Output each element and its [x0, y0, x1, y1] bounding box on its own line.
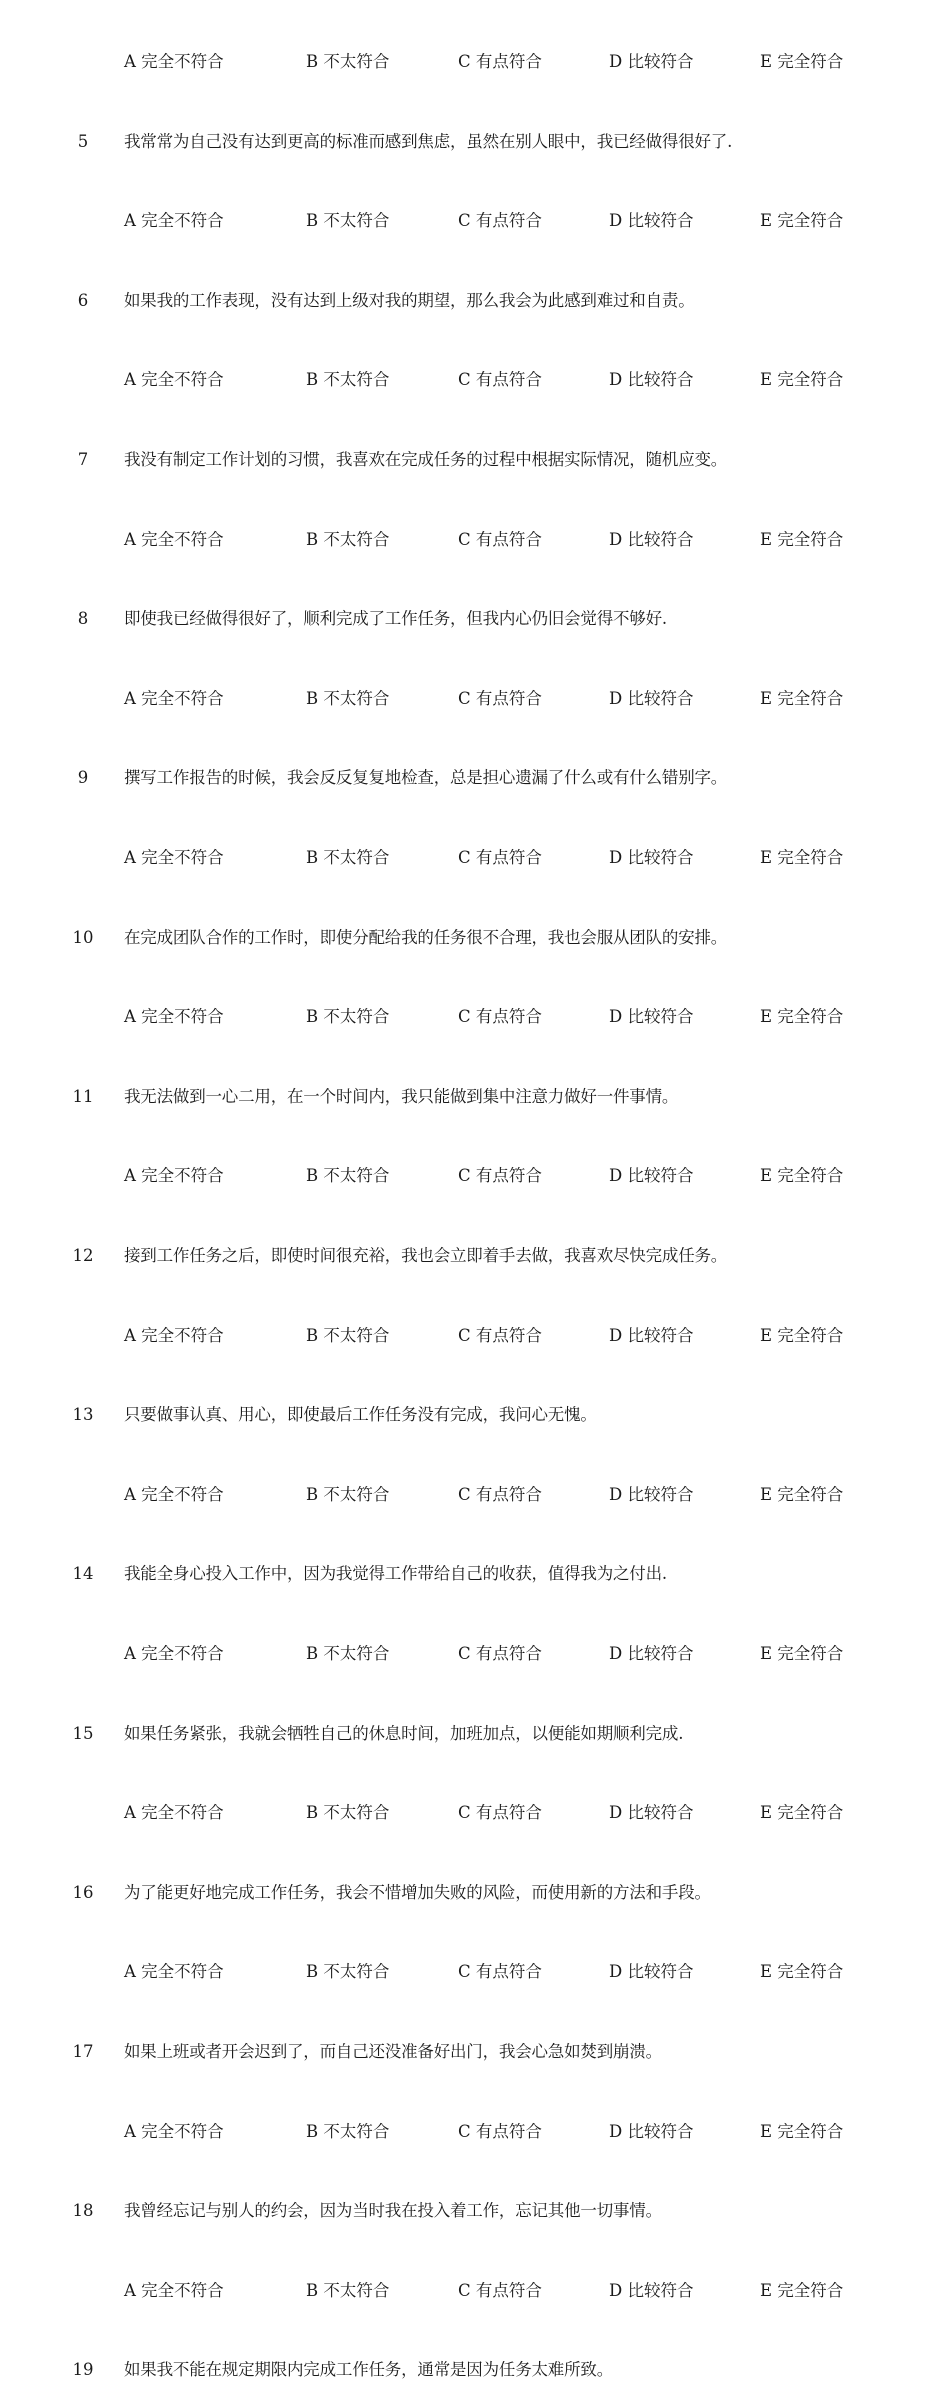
option-b[interactable]: B 不太符合: [306, 211, 390, 231]
option-d[interactable]: D 比较符合: [609, 1325, 694, 1345]
question-number: 18: [72, 2201, 94, 2221]
option-a[interactable]: A 完全不符合: [124, 2280, 224, 2300]
option-a[interactable]: A 完全不符合: [124, 1166, 224, 1186]
option-c[interactable]: C 有点符合: [458, 2121, 542, 2141]
option-b[interactable]: B 不太符合: [306, 2280, 390, 2300]
option-d[interactable]: D 比较符合: [609, 1803, 694, 1823]
option-d[interactable]: D 比较符合: [609, 370, 694, 390]
question-number: 14: [72, 1564, 94, 1584]
option-c[interactable]: C 有点符合: [458, 1325, 542, 1345]
option-e[interactable]: E 完全符合: [760, 1962, 844, 1982]
option-b[interactable]: B 不太符合: [306, 1962, 390, 1982]
question-text: 在完成团队合作的工作时，即使分配给我的任务很不合理，我也会服从团队的安排。: [124, 927, 728, 947]
option-a[interactable]: A 完全不符合: [124, 848, 224, 867]
option-b[interactable]: B 不太符合: [306, 1644, 390, 1663]
option-b[interactable]: B 不太符合: [306, 848, 390, 867]
question-number: 8: [77, 609, 89, 629]
option-a[interactable]: A 完全不符合: [124, 52, 224, 71]
question-text: 我曾经忘记与别人的约会，因为当时我在投入着工作，忘记其他一切事情。: [124, 2201, 662, 2221]
question-number: 17: [72, 2042, 94, 2061]
question-text: 即使我已经做得很好了，顺利完成了工作任务，但我内心仍旧会觉得不够好.: [124, 609, 667, 629]
option-e[interactable]: E 完全符合: [760, 370, 844, 390]
question-text: 我能全身心投入工作中，因为我觉得工作带给自己的收获，值得我为之付出.: [124, 1564, 667, 1584]
option-e[interactable]: E 完全符合: [760, 1644, 844, 1663]
option-e[interactable]: E 完全符合: [760, 1166, 844, 1186]
question-item: [0, 2196, 950, 2226]
question-text: 如果我的工作表现，没有达到上级对我的期望，那么我会为此感到难过和自责。: [124, 290, 695, 310]
answer-options-row: [0, 2276, 950, 2306]
question-number: 12: [72, 1246, 94, 1265]
option-d[interactable]: D 比较符合: [609, 1644, 694, 1663]
question-text: 我常常为自己没有达到更高的标准而感到焦虑，虽然在别人眼中，我已经做得很好了.: [124, 131, 733, 151]
answer-options-row: [0, 684, 950, 714]
option-d[interactable]: D 比较符合: [609, 688, 694, 708]
option-b[interactable]: B 不太符合: [306, 2121, 390, 2141]
question-text: 为了能更好地完成工作任务，我会不惜增加失败的风险，而使用新的方法和手段。: [124, 1882, 711, 1902]
answer-options-row: [0, 1639, 950, 1669]
question-item: [0, 923, 950, 953]
question-item: [0, 2355, 950, 2385]
question-number: 15: [72, 1723, 94, 1743]
option-e[interactable]: E 完全符合: [760, 1007, 844, 1027]
option-b[interactable]: B 不太符合: [306, 1325, 390, 1345]
option-b[interactable]: B 不太符合: [306, 1484, 390, 1504]
question-number: 5: [77, 131, 89, 151]
question-text: 我无法做到一心二用，在一个时间内，我只能做到集中注意力做好一件事情。: [124, 1086, 679, 1106]
question-item: [0, 445, 950, 475]
option-c[interactable]: C 有点符合: [458, 1007, 542, 1027]
question-item: [0, 286, 950, 316]
answer-options-row: [0, 1321, 950, 1351]
answer-options-row: [0, 1002, 950, 1032]
option-d[interactable]: D 比较符合: [609, 2280, 694, 2300]
answer-options-row: [0, 365, 950, 395]
option-a[interactable]: A 完全不符合: [124, 1962, 224, 1982]
option-c[interactable]: C 有点符合: [458, 211, 542, 231]
question-text: 我没有制定工作计划的习惯，我喜欢在完成任务的过程中根据实际情况，随机应变。: [124, 450, 728, 469]
question-item: [0, 1719, 950, 1749]
answer-options-row: [0, 1480, 950, 1510]
option-b[interactable]: B 不太符合: [306, 1803, 390, 1823]
option-e[interactable]: E 完全符合: [760, 529, 844, 549]
question-number: 11: [72, 1086, 94, 1106]
option-b[interactable]: B 不太符合: [306, 688, 390, 708]
question-text: 接到工作任务之后，即使时间很充裕，我也会立即着手去做，我喜欢尽快完成任务。: [124, 1246, 728, 1265]
question-number: 6: [77, 290, 89, 310]
option-e[interactable]: E 完全符合: [760, 688, 844, 708]
option-a[interactable]: A 完全不符合: [124, 370, 224, 390]
question-item: [0, 1878, 950, 1908]
option-a[interactable]: A 完全不符合: [124, 1484, 224, 1504]
option-d[interactable]: D 比较符合: [609, 211, 694, 231]
option-d[interactable]: D 比较符合: [609, 1962, 694, 1982]
option-c[interactable]: C 有点符合: [458, 848, 542, 867]
answer-options-row: [0, 843, 950, 873]
option-e[interactable]: E 完全符合: [760, 1484, 844, 1504]
option-d[interactable]: D 比较符合: [609, 1484, 694, 1504]
option-b[interactable]: B 不太符合: [306, 370, 390, 390]
question-item: [0, 1400, 950, 1430]
option-e[interactable]: E 完全符合: [760, 2280, 844, 2300]
question-number: 9: [77, 768, 89, 788]
question-number: 7: [77, 450, 89, 469]
option-c[interactable]: C 有点符合: [458, 1484, 542, 1504]
question-number: 16: [72, 1882, 94, 1902]
answer-options-row: [0, 1798, 950, 1828]
question-number: 10: [72, 927, 94, 947]
question-item: [0, 1559, 950, 1589]
option-a[interactable]: A 完全不符合: [124, 211, 224, 231]
answer-options-row: [0, 525, 950, 555]
option-b[interactable]: B 不太符合: [306, 529, 390, 549]
option-c[interactable]: C 有点符合: [458, 1166, 542, 1186]
option-b[interactable]: B 不太符合: [306, 52, 390, 71]
option-c[interactable]: C 有点符合: [458, 370, 542, 390]
question-text: 只要做事认真、用心，即使最后工作任务没有完成，我问心无愧。: [124, 1405, 597, 1425]
question-item: [0, 604, 950, 634]
option-e[interactable]: E 完全符合: [760, 211, 844, 231]
option-c[interactable]: C 有点符合: [458, 1644, 542, 1663]
question-text: 如果上班或者开会迟到了，而自己还没准备好出门，我会心急如焚到崩溃。: [124, 2042, 662, 2061]
option-d[interactable]: D 比较符合: [609, 848, 694, 867]
option-d[interactable]: D 比较符合: [609, 1007, 694, 1027]
answer-options-row: [0, 1161, 950, 1191]
option-e[interactable]: E 完全符合: [760, 2121, 844, 2141]
option-e[interactable]: E 完全符合: [760, 1803, 844, 1823]
option-c[interactable]: C 有点符合: [458, 52, 542, 71]
option-e[interactable]: E 完全符合: [760, 848, 844, 867]
option-c[interactable]: C 有点符合: [458, 2280, 542, 2300]
option-d[interactable]: D 比较符合: [609, 2121, 694, 2141]
option-a[interactable]: A 完全不符合: [124, 688, 224, 708]
question-text: 如果任务紧张，我就会牺牲自己的休息时间，加班加点，以便能如期顺利完成.: [124, 1723, 684, 1743]
option-c[interactable]: C 有点符合: [458, 1962, 542, 1982]
option-a[interactable]: A 完全不符合: [124, 1325, 224, 1345]
option-d[interactable]: D 比较符合: [609, 52, 694, 71]
answer-options-row: [0, 1957, 950, 1987]
option-b[interactable]: B 不太符合: [306, 1166, 390, 1186]
question-item: [0, 2037, 950, 2067]
option-a[interactable]: A 完全不符合: [124, 1644, 224, 1663]
option-c[interactable]: C 有点符合: [458, 529, 542, 549]
option-e[interactable]: E 完全符合: [760, 1325, 844, 1345]
option-c[interactable]: C 有点符合: [458, 1803, 542, 1823]
option-a[interactable]: A 完全不符合: [124, 1007, 224, 1027]
option-a[interactable]: A 完全不符合: [124, 1803, 224, 1823]
option-d[interactable]: D 比较符合: [609, 1166, 694, 1186]
question-text: 撰写工作报告的时候，我会反反复复地检查，总是担心遗漏了什么或有什么错别字。: [124, 768, 728, 788]
option-c[interactable]: C 有点符合: [458, 688, 542, 708]
question-number: 19: [72, 2360, 94, 2380]
option-a[interactable]: A 完全不符合: [124, 2121, 224, 2141]
option-e[interactable]: E 完全符合: [760, 52, 844, 71]
option-d[interactable]: D 比较符合: [609, 529, 694, 549]
answer-options-row: [0, 47, 950, 77]
question-number: 13: [72, 1405, 94, 1425]
question-item: [0, 763, 950, 793]
question-text: 如果我不能在规定期限内完成工作任务，通常是因为任务太难所致。: [124, 2360, 614, 2380]
option-a[interactable]: A 完全不符合: [124, 529, 224, 549]
question-item: [0, 1082, 950, 1112]
answer-options-row: [0, 2117, 950, 2147]
option-b[interactable]: B 不太符合: [306, 1007, 390, 1027]
answer-options-row: [0, 206, 950, 236]
question-item: [0, 127, 950, 157]
question-item: [0, 1241, 950, 1271]
